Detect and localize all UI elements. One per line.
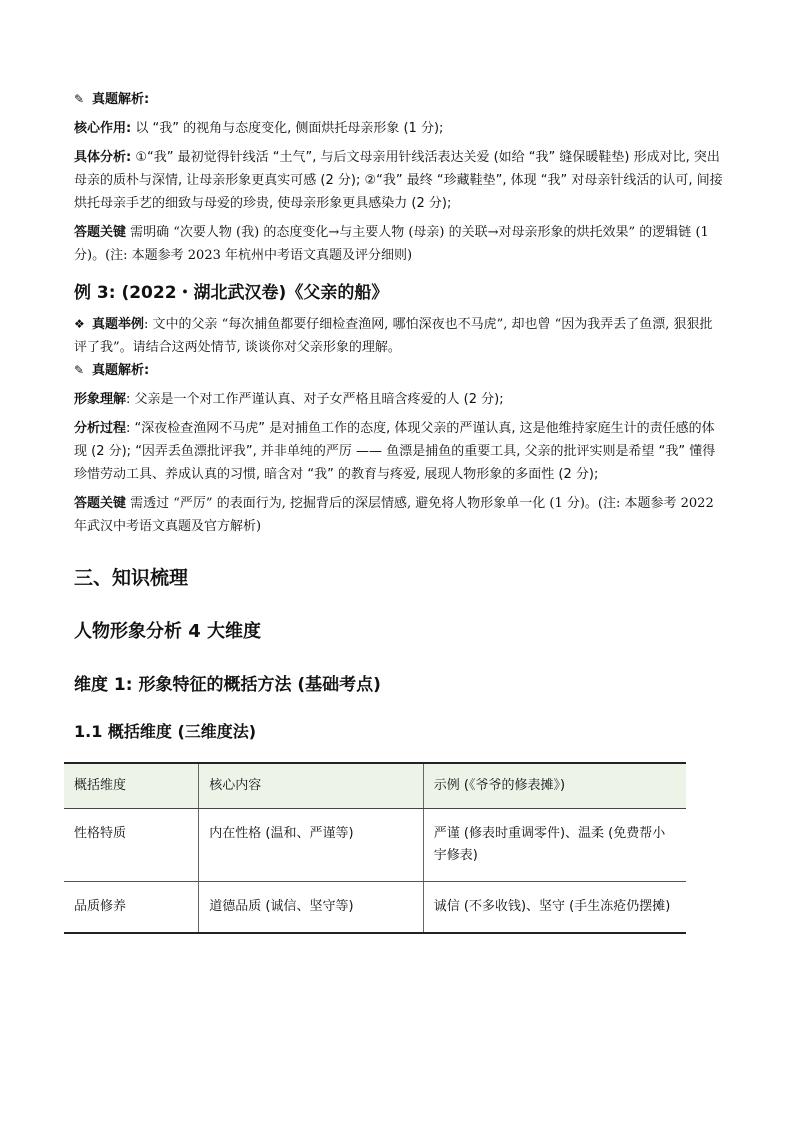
table-header-cell: 概括维度 — [64, 763, 199, 809]
subsection-1-1-heading: 1.1 概括维度 (三维度法) — [74, 722, 257, 741]
core-effect-paragraph: 核心作用: 以 “我” 的视角与态度变化, 侧面烘托母亲形象 (1 分); — [74, 121, 444, 136]
section-subtitle: 人物形象分析 4 大维度 — [74, 621, 262, 642]
pencil-icon: ✎ — [74, 92, 85, 106]
answer-key-paragraph: 答题关键 需明确 “次要人物 (我) 的态度变化→与主要人物 (母亲) 的关联→对母亲形象的烘托效果” 的逻辑链 (1 分)。(注: 本题参考 2023 年杭州中考语文真题及评分细则) — [74, 225, 709, 263]
example-3-title: 例 3: (2022・湖北武汉卷)《父亲的船》 — [74, 283, 389, 303]
table-header-cell: 核心内容 — [199, 763, 423, 809]
summary-table — [64, 762, 686, 934]
pencil-icon: ✎ — [74, 363, 85, 377]
document-page — [74, 88, 724, 934]
table-cell: 严谨 (修表时重调零件)、温柔 (免费帮小宇修表) — [423, 809, 686, 882]
analysis-heading: ✎ 真题解析: — [74, 88, 724, 111]
question-paragraph: ❖ 真题举例: 文中的父亲 “每次捕鱼都要仔细检查渔网, 哪怕深夜也不马虎”, 却也曾 “因为我弄丢了鱼漂, 狠狠批评了我”。请结合这两处情节, 谈谈你对父亲形象的理解。 — [74, 313, 724, 359]
table-row — [64, 809, 686, 882]
table-cell: 诚信 (不多收钱)、坚守 (手生冻疮仍摆摊) — [423, 882, 686, 934]
table-cell: 性格特质 — [64, 809, 199, 882]
table-cell: 内在性格 (温和、严谨等) — [199, 809, 423, 882]
section-title: 三、知识梳理 — [74, 567, 189, 589]
dimension-1-heading: 维度 1: 形象特征的概括方法 (基础考点) — [74, 675, 381, 695]
table-header-row — [64, 763, 686, 809]
table-header-cell: 示例 (《爷爷的修表摊》) — [423, 763, 686, 809]
analysis-process-paragraph: 分析过程: “深夜检查渔网不马虎” 是对捕鱼工作的态度, 体现父亲的严谨认真, 这是他维持家庭生计的责任感的体现 (2 分); “因弄丢鱼漂批评我”, 并非单纯的严厉 —— 鱼漂是捕鱼的重要工具, 父亲的批评实则是希望 “我” 懂得珍惜劳动工具、养成认真的习惯, 暗含对 “我” 的教育与疼爱, 展现人物形象的多面性 (2 分); — [74, 421, 716, 482]
table-cell: 道德品质 (诚信、坚守等) — [199, 882, 423, 934]
analysis-heading-2: ✎ 真题解析: — [74, 359, 724, 382]
specific-analysis-paragraph: 具体分析: ①“我” 最初觉得针线活 “土气”, 与后文母亲用针线活表达关爱 (如给 “我” 缝保暖鞋垫) 形成对比, 突出母亲的质朴与深情, 让母亲形象更真实可感 (2 分); ②“我” 最终 “珍藏鞋垫”, 体现 “我” 对母亲针线活的认可, 间接烘托母亲手艺的细致与母爱的珍贵, 使母亲形象更具感染力 (2 分); — [74, 150, 723, 211]
image-understanding-paragraph: 形象理解: 父亲是一个对工作严谨认真、对子女严格且暗含疼爱的人 (2 分); — [74, 392, 504, 407]
diamond-bullet-icon: ❖ — [74, 317, 85, 331]
answer-key-paragraph-2: 答题关键 需透过 “严厉” 的表面行为, 挖掘背后的深层情感, 避免将人物形象单一化 (1 分)。(注: 本题参考 2022 年武汉中考语文真题及官方解析) — [74, 496, 714, 534]
table-row — [64, 882, 686, 934]
table-cell: 品质修养 — [64, 882, 199, 934]
